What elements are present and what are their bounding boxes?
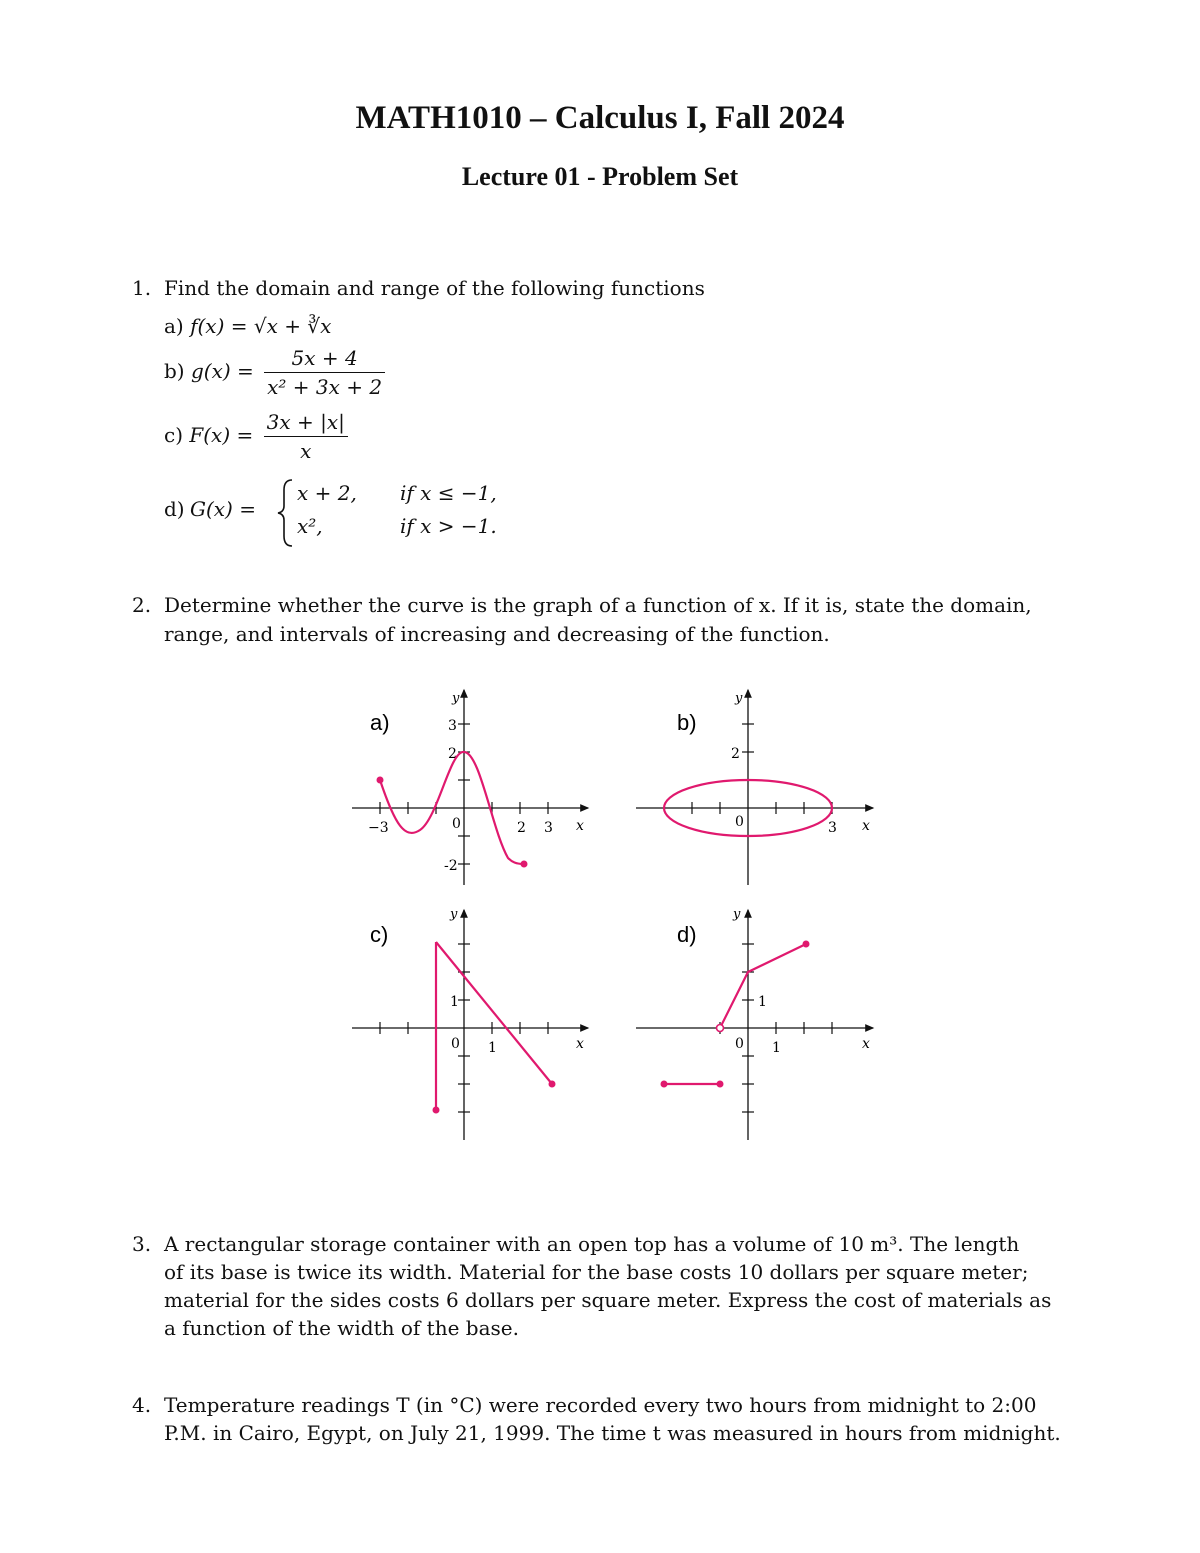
problem-text-line: Temperature readings T (in °C) were recorded every two hours from midnight to 2:00	[164, 1393, 1037, 1417]
line-segment	[436, 942, 552, 1084]
part-label: c)	[164, 423, 184, 447]
y-axis-label: y	[450, 907, 458, 922]
part-label: a)	[164, 314, 184, 338]
case-2: x²,	[297, 514, 323, 538]
case-1: x + 2,	[297, 481, 357, 505]
equation-lhs: f(x) =	[190, 314, 248, 338]
numerator: 5x + 4	[264, 346, 385, 373]
problem-number: 3.	[132, 1232, 152, 1256]
equation-b	[164, 346, 389, 399]
equation-lhs: G(x) =	[190, 497, 256, 521]
part-label-d: d)	[164, 497, 185, 521]
equation-c	[164, 410, 352, 463]
problem-text-line: material for the sides costs 6 dollars per square meter. Express the cost of materials as	[164, 1288, 1052, 1312]
origin-label: 0	[735, 1036, 744, 1052]
problem-number: 2.	[132, 593, 152, 617]
problem-number: 1.	[132, 276, 152, 300]
problem-number: 4.	[132, 1393, 152, 1417]
page-title: MATH1010 – Calculus I, Fall 2024	[355, 100, 845, 136]
problem-text-line: P.M. in Cairo, Egypt, on July 21, 1999. The time t was measured in hours from midnight.	[164, 1421, 1061, 1445]
origin-label: 0	[451, 1036, 460, 1052]
graph-b	[636, 690, 873, 885]
denominator: x	[300, 439, 312, 463]
x-axis-label: x	[862, 1036, 870, 1052]
graph-label: b)	[677, 710, 697, 735]
graph-a	[352, 690, 588, 885]
endpoint	[521, 861, 528, 868]
equation-lhs: g(x) =	[190, 359, 254, 383]
endpoint	[433, 1107, 440, 1114]
equation-rhs: √x + ∛x	[253, 314, 332, 338]
tick-label: 2	[448, 746, 457, 762]
graph-label: d)	[677, 922, 697, 947]
endpoint	[377, 777, 384, 784]
open-endpoint	[717, 1025, 724, 1032]
condition-2: if x > −1.	[400, 514, 497, 538]
page-subtitle: Lecture 01 - Problem Set	[461, 162, 739, 191]
tick-label: 1	[758, 994, 767, 1010]
graphs-figure	[340, 680, 900, 1150]
line-segment	[720, 944, 806, 1028]
fraction	[264, 410, 348, 463]
part-label: b)	[164, 359, 185, 383]
equation-lhs: F(x) =	[189, 423, 254, 447]
problem-text-line: Determine whether the curve is the graph of a function of x. If it is, state the domain,	[164, 593, 1032, 617]
equation-a	[164, 312, 331, 340]
tick-label: 3	[544, 820, 553, 836]
problem-text: Find the domain and range of the following functions	[164, 276, 705, 300]
tick-label: 2	[517, 820, 526, 836]
problem-text-line: a function of the width of the base.	[164, 1316, 519, 1340]
tick-label: 2	[731, 746, 740, 762]
x-axis-label: x	[862, 818, 870, 834]
problem-text-line: range, and intervals of increasing and decreasing of the function.	[164, 622, 830, 646]
x-axis-label: x	[576, 1036, 584, 1052]
x-axis-label: x	[576, 818, 584, 834]
endpoint	[661, 1081, 668, 1088]
y-axis-label: y	[452, 691, 460, 706]
problem-text-line: of its base is twice its width. Material for the base costs 10 dollars per square meter;	[164, 1260, 1029, 1284]
endpoint	[717, 1081, 724, 1088]
tick-label: 1	[772, 1040, 781, 1056]
brace-icon	[276, 478, 296, 548]
tick-label: 3	[448, 718, 457, 734]
denominator: x² + 3x + 2	[267, 375, 383, 399]
graph-label: c)	[370, 922, 389, 947]
graph-c	[352, 907, 588, 1140]
y-axis-label: y	[735, 691, 743, 706]
y-axis-label: y	[733, 907, 741, 922]
tick-label: -2	[444, 858, 458, 874]
origin-label: 0	[452, 816, 461, 832]
graph-d	[636, 907, 873, 1140]
tick-label: 3	[828, 820, 837, 836]
problem-text-line: A rectangular storage container with an open top has a volume of 10 m³. The length	[164, 1232, 1020, 1256]
origin-label: 0	[735, 814, 744, 830]
graph-label: a)	[370, 710, 390, 735]
numerator: 3x + |x|	[264, 410, 348, 437]
tick-label: 1	[450, 994, 459, 1010]
tick-marks	[692, 724, 832, 814]
tick-label: 1	[488, 1040, 497, 1056]
fraction	[264, 346, 385, 399]
endpoint	[803, 941, 810, 948]
endpoint	[549, 1081, 556, 1088]
tick-label: −3	[368, 820, 389, 836]
condition-1: if x ≤ −1,	[400, 481, 497, 505]
